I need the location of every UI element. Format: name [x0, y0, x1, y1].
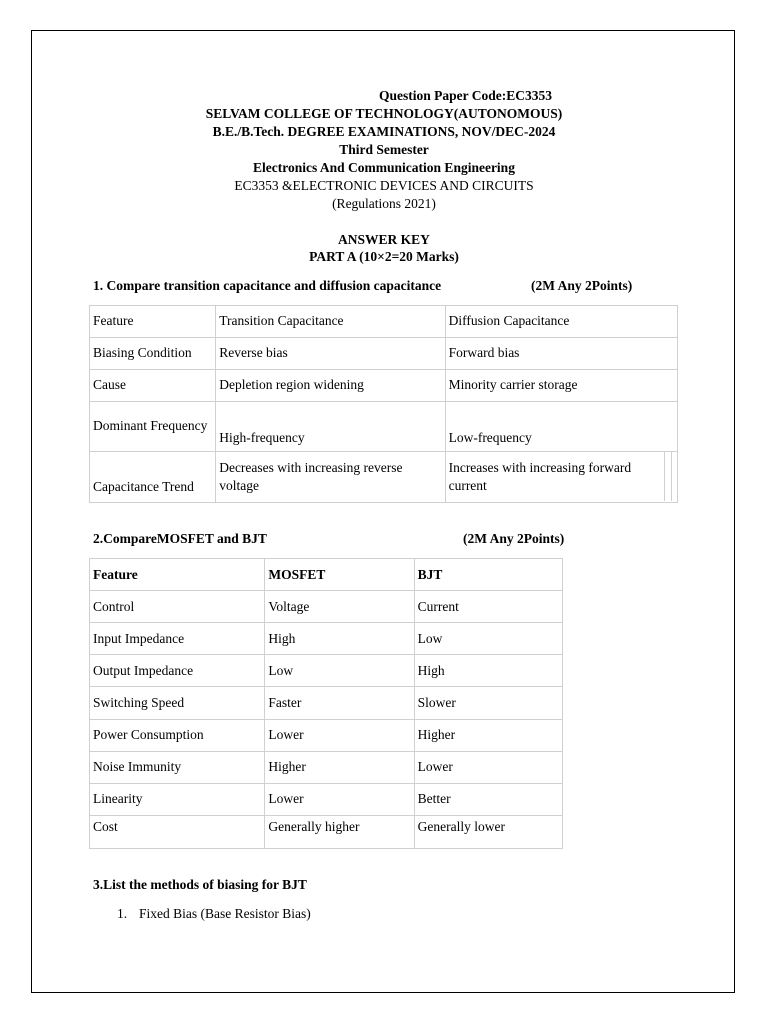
table-cell: Lower	[265, 719, 414, 751]
table-row	[90, 655, 563, 687]
table-cell: Minority carrier storage	[445, 370, 677, 402]
table-cell: Higher	[414, 719, 562, 751]
table-cell: Dominant Frequency	[90, 402, 216, 452]
table-cell: Biasing Condition	[90, 338, 216, 370]
table-cell: Low	[414, 623, 562, 655]
table-cell: Lower	[265, 783, 414, 815]
table-cell: Lower	[414, 751, 562, 783]
table-cell: Input Impedance	[90, 623, 265, 655]
table-cell: Current	[414, 591, 562, 623]
table-row	[90, 452, 678, 503]
table-edge-marker	[664, 451, 672, 501]
table-cell: Low-frequency	[445, 402, 677, 452]
table-row	[90, 623, 563, 655]
table-cell: Faster	[265, 687, 414, 719]
q2-marks: (2M Any 2Points)	[463, 531, 565, 546]
table-row	[90, 402, 678, 452]
table-cell: Linearity	[90, 783, 265, 815]
regulations: (Regulations 2021)	[332, 196, 436, 211]
table-row	[90, 306, 678, 338]
college-name: SELVAM COLLEGE OF TECHNOLOGY(AUTONOMOUS)	[205, 106, 563, 121]
table-cell: Capacitance Trend	[90, 452, 216, 503]
table-cell: Increases with increasing forward current	[445, 452, 677, 503]
part-a-title: PART A (10×2=20 Marks)	[309, 249, 459, 264]
table-row	[90, 687, 563, 719]
table-cell: High-frequency	[216, 402, 445, 452]
table-header-cell: Transition Capacitance	[216, 306, 445, 338]
table-row	[90, 591, 563, 623]
table-cell: Control	[90, 591, 265, 623]
table-cell: Output Impedance	[90, 655, 265, 687]
table-header-cell: Diffusion Capacitance	[445, 306, 677, 338]
table-row	[90, 783, 563, 815]
department: Electronics And Communication Engineering	[253, 160, 515, 175]
table-header-cell: MOSFET	[265, 559, 414, 591]
list-item: Fixed Bias (Base Resistor Bias)	[139, 906, 311, 921]
subject: EC3353 &ELECTRONIC DEVICES AND CIRCUITS	[234, 178, 534, 193]
q2-question: 2.CompareMOSFET and BJT	[93, 531, 267, 546]
table-row	[90, 719, 563, 751]
table-cell: Noise Immunity	[90, 751, 265, 783]
exam-title: B.E./B.Tech. DEGREE EXAMINATIONS, NOV/DEC-2024	[212, 124, 556, 139]
question-paper-code: Question Paper Code:EC3353	[379, 88, 553, 103]
q1-table	[89, 305, 678, 503]
table-cell: Better	[414, 783, 562, 815]
q1-marks: (2M Any 2Points)	[531, 278, 633, 293]
table-cell: High	[414, 655, 562, 687]
table-cell: Low	[265, 655, 414, 687]
table-row	[90, 815, 563, 848]
table-cell: Forward bias	[445, 338, 677, 370]
table-row	[90, 370, 678, 402]
q2-table	[89, 558, 563, 849]
table-cell: Power Consumption	[90, 719, 265, 751]
semester: Third Semester	[339, 142, 429, 157]
table-cell: Switching Speed	[90, 687, 265, 719]
table-cell: Cause	[90, 370, 216, 402]
q3-question: 3.List the methods of biasing for BJT	[93, 877, 307, 892]
table-cell: Reverse bias	[216, 338, 445, 370]
table-cell: Generally lower	[414, 815, 562, 848]
table-row	[90, 338, 678, 370]
table-cell: Higher	[265, 751, 414, 783]
table-cell: Generally higher	[265, 815, 414, 848]
answer-key-title: ANSWER KEY	[338, 232, 430, 247]
table-cell: Voltage	[265, 591, 414, 623]
table-cell: Cost	[90, 815, 265, 848]
table-cell: High	[265, 623, 414, 655]
table-row	[90, 559, 563, 591]
table-header-cell: Feature	[90, 559, 265, 591]
table-cell: Slower	[414, 687, 562, 719]
table-header-cell: Feature	[90, 306, 216, 338]
table-header-cell: BJT	[414, 559, 562, 591]
list-item-number: 1.	[117, 906, 128, 921]
q1-question: 1. Compare transition capacitance and diffusion capacitance	[93, 278, 442, 293]
table-cell: Decreases with increasing reverse voltage	[216, 452, 445, 503]
table-row	[90, 751, 563, 783]
table-cell: Depletion region widening	[216, 370, 445, 402]
